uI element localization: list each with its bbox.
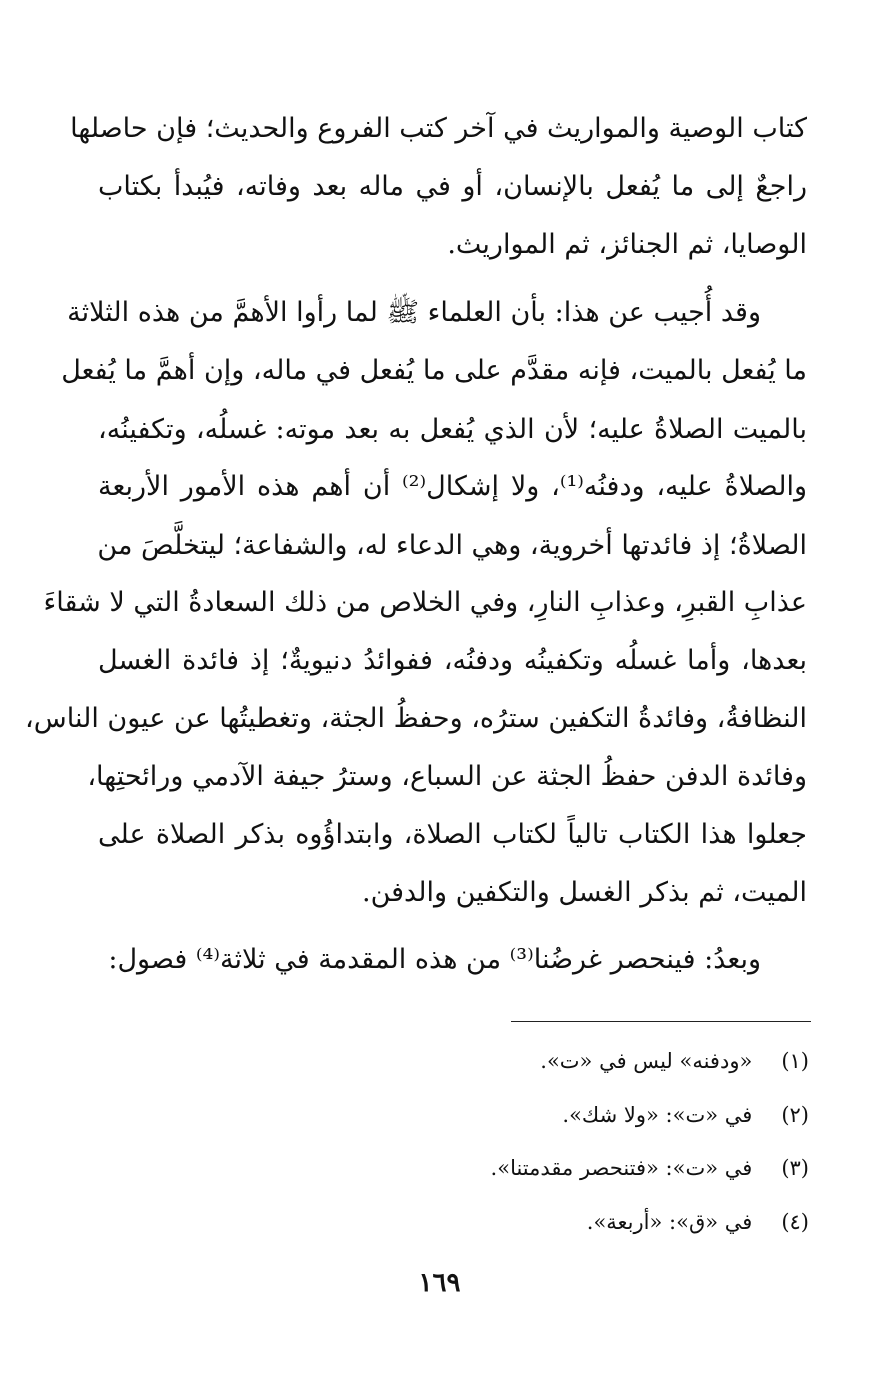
footnote-3 <box>491 1146 809 1190</box>
page-number: ١٦٩ <box>418 1268 461 1298</box>
body-line-13: جعلوا هذا الكتاب تالياً لكتاب الصلاة، وابتداؤُوه بذكر الصلاة على <box>98 819 807 850</box>
body-line-2: راجعٌ إلى ما يُفعل بالإنسان، أو في ماله بعد وفاته، فيُبدأ بكتاب <box>98 171 808 202</box>
body-line-11: النظافةُ، وفائدةُ التكفين سترُه، وحفظُ الجثة، وتغطيتُها عن عيون الناس، <box>25 703 807 734</box>
footnote-text: في «ت»: «ولا شك». <box>562 1103 753 1127</box>
body-line-14: الميت، ثم بذكر الغسل والتكفين والدفن. <box>362 877 807 908</box>
footnote-number: (٢) <box>781 1103 809 1127</box>
footnote-text: في «ق»: «أربعة». <box>586 1210 753 1234</box>
footnote-text: «ودفنه» ليس في «ت». <box>540 1049 753 1073</box>
body-line-8: الصلاةُ؛ إذ فائدتها أخروية، وهي الدعاء له، والشفاعة؛ ليتخلَّصَ من <box>97 530 807 561</box>
body-line-5: ما يُفعل بالميت، فإنه مقدَّم على ما يُفعل في ماله، وإن أهمَّ ما يُفعل <box>61 355 807 386</box>
footnote-number: (١) <box>781 1049 809 1073</box>
footnote-2 <box>562 1093 809 1137</box>
footnote-number: (٣) <box>781 1156 809 1180</box>
body-line-15: وبعدُ: فينحصر غرضُنا⁽³⁾ من هذه المقدمة في ثلاثة⁽⁴⁾ فصول: <box>108 944 761 975</box>
body-line-3: الوصايا، ثم الجنائز، ثم المواريث. <box>447 229 807 260</box>
body-line-7: والصلاةُ عليه، ودفنُه⁽¹⁾، ولا إشكال⁽²⁾ أن أهم هذه الأمور الأربعة <box>98 471 807 502</box>
footnote-number: (٤) <box>781 1210 809 1234</box>
footnote-1 <box>540 1039 809 1083</box>
body-line-1: كتاب الوصية والمواريث في آخر كتب الفروع والحديث؛ فإن حاصلها <box>70 113 807 144</box>
footnote-separator <box>511 1021 811 1022</box>
body-line-4: وقد أُجيب عن هذا: بأن العلماء ﷺ لما رأوا الأهمَّ من هذه الثلاثة <box>67 297 761 328</box>
footnote-4 <box>587 1200 809 1244</box>
body-line-12: وفائدة الدفن حفظُ الجثة عن السباع، وسترُ جيفة الآدمي ورائحتِها، <box>87 761 807 792</box>
body-line-10: بعدها، وأما غسلُه وتكفينُه ودفنُه، ففوائدُ دنيويةٌ؛ إذ فائدة الغسل <box>98 645 807 676</box>
footnote-text: في «ت»: «فتنحصر مقدمتنا». <box>490 1156 753 1180</box>
body-line-6: بالميت الصلاةُ عليه؛ لأن الذي يُفعل به بعد موته: غسلُه، وتكفينُه، <box>98 414 807 445</box>
body-line-9: عذابِ القبرِ، وعذابِ النارِ، وفي الخلاص من ذلك السعادةُ التي لا شقاءَ <box>43 587 807 618</box>
